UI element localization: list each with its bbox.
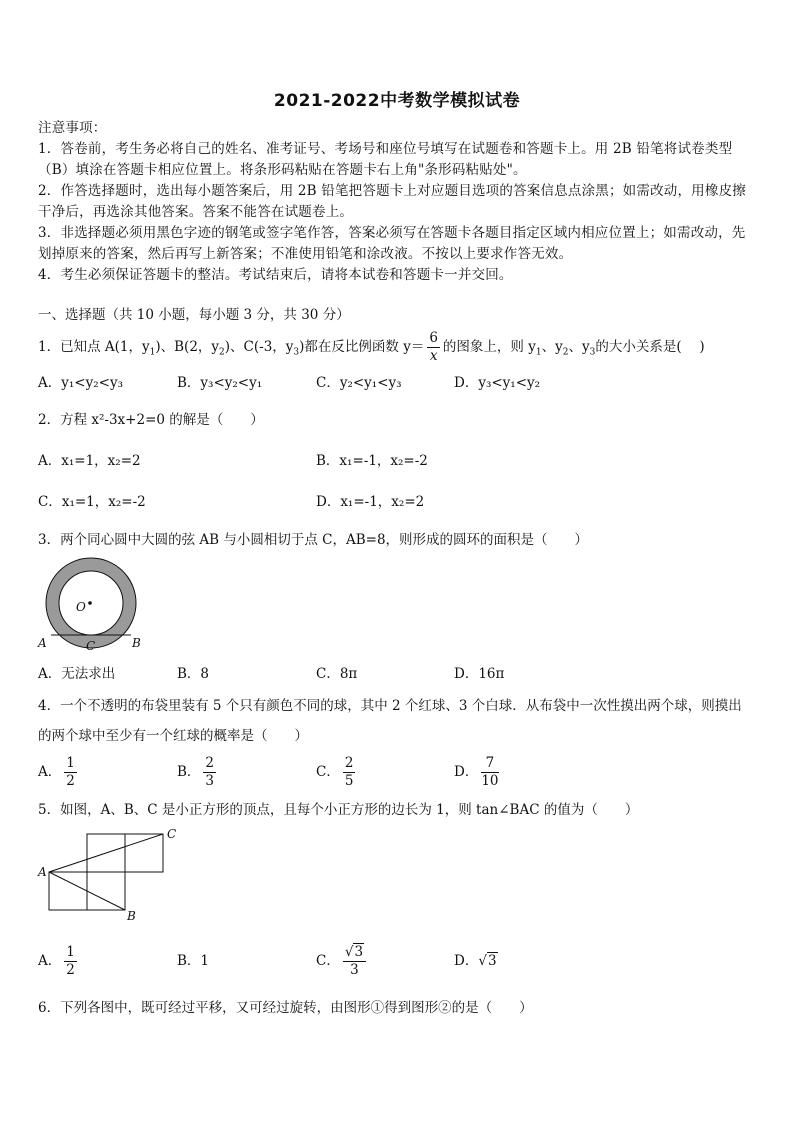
grid-square <box>49 872 87 910</box>
question-1: 1．已知点 A(1，$y_1$)、B(2，$y_2$)、C(-3，$y_3$)都在反比例函数 y＝ $\frac{6}{x}$ 的图象上，则 $y_1$、$y_2$、$y_3$的大小关系是( ) <box>38 330 705 364</box>
label-a: A <box>38 636 47 650</box>
option-d: D．y₃<y₁<y₂ <box>454 375 541 391</box>
question-3: 3．两个同心圆中大圆的弦 AB 与小圆相切于点 C，AB=8，则形成的圆环的面积是（ ） <box>38 532 589 548</box>
notice-line: 3．非选择题必须用黑色字迹的钢笔或签字笔作答，答案必须写在答题卡各题目指定区域内相应位置上；如需改动，先 <box>38 225 746 241</box>
notice-line: 划掉原来的答案，然后再写上新答案；不准使用铅笔和涂改液。不按以上要求作答无效。 <box>38 246 573 262</box>
notice-line: 干净后，再选涂其他答案。答案不能答在试题卷上。 <box>38 204 354 220</box>
fraction: $\frac{7}{10}$ <box>481 755 499 789</box>
notice-heading: 注意事项： <box>38 120 107 136</box>
option-a: A．无法求出 <box>38 666 116 682</box>
option-d: D． $\frac{7}{10}$ <box>454 755 499 789</box>
question-5: 5．如图，A、B、C 是小正方形的顶点，且每个小正方形的边长为 1，则 tan∠BAC 的值为（ ） <box>38 802 639 818</box>
option-c: C． $\frac{2}{5}$ <box>316 755 354 789</box>
fraction: $\frac{√3}{3}$ <box>343 944 366 979</box>
annulus-figure <box>36 556 156 656</box>
fraction: $\frac{1}{2}$ <box>66 944 75 978</box>
option-a: A． $\frac{1}{2}$ <box>38 755 75 789</box>
grid-square <box>87 872 125 910</box>
fraction: $\frac{2}{3}$ <box>205 755 215 789</box>
notice-line: 2．作答选择题时，选出每小题答案后，用 2B 铅笔把答题卡上对应题目选项的答案信息点涂黑；如需改动，用橡皮擦 <box>38 183 746 199</box>
sqrt: √3 <box>478 953 497 969</box>
question-4-line-2: 的两个球中至少有一个红球的概率是（ ） <box>38 728 308 744</box>
grid-figure <box>36 826 196 926</box>
option-d: D．x₁=-1，x₂=2 <box>316 494 425 510</box>
option-c: C． $\frac{√3}{3}$ <box>316 943 369 979</box>
option-d: D．√3 <box>454 953 497 969</box>
option-d: D．16π <box>454 666 505 682</box>
grid-square <box>125 834 163 872</box>
notice-line: 4．考生必须保证答题卡的整洁。考试结束后，请将本试卷和答题卡一并交回。 <box>38 267 513 283</box>
label-o: O <box>76 600 86 614</box>
option-a: A． $\frac{1}{2}$ <box>38 944 75 978</box>
option-b: B．x₁=-1，x₂=-2 <box>316 453 428 469</box>
question-6: 6．下列各图中，既可经过平移，又可经过旋转，由图形①得到图形②的是（ ） <box>38 1000 533 1016</box>
option-c: C．8π <box>316 666 358 682</box>
section-heading: 一、选择题（共 10 小题，每小题 3 分，共 30 分） <box>38 307 350 323</box>
notice-line: 1．答卷前，考生务必将自己的姓名、准考证号、考场号和座位号填写在试题卷和答题卡上。用 2B 铅笔将试卷类型 <box>38 141 733 157</box>
segment-ac <box>49 834 163 872</box>
option-c: C．y₂<y₁<y₃ <box>316 375 402 391</box>
label-a: A <box>38 865 47 879</box>
label-c: C <box>86 639 96 653</box>
question-2: 2．方程 x²-3x+2=0 的解是（ ） <box>38 412 264 428</box>
sqrt: √3 <box>344 944 364 960</box>
label-b: B <box>127 909 136 923</box>
label-c: C <box>167 827 177 841</box>
option-b: B．1 <box>177 953 210 969</box>
fraction: $\frac{2}{5}$ <box>344 755 354 789</box>
fraction: $\frac{6}{x}$ <box>429 330 438 364</box>
exam-title: 2021-2022中考数学模拟试卷 <box>273 91 521 111</box>
label-b: B <box>132 636 141 650</box>
fraction: $\frac{1}{2}$ <box>66 755 75 789</box>
option-a: A．x₁=1，x₂=2 <box>38 453 141 469</box>
center-point <box>88 601 92 605</box>
option-b: B．y₃<y₂<y₁ <box>177 375 263 391</box>
option-a: A．y₁<y₂<y₃ <box>38 375 123 391</box>
question-4-line-1: 4．一个不透明的布袋里装有 5 个只有颜色不同的球，其中 2 个红球、3 个白球．从布袋中一次性摸出两个球，则摸出 <box>38 698 742 714</box>
option-b: B． $\frac{2}{3}$ <box>177 755 215 789</box>
option-b: B．8 <box>177 666 210 682</box>
notice-line: （B）填涂在答题卡相应位置上。将条形码粘贴在答题卡右上角"条形码粘贴处"。 <box>38 162 527 178</box>
option-c: C．x₁=1，x₂=-2 <box>38 494 146 510</box>
